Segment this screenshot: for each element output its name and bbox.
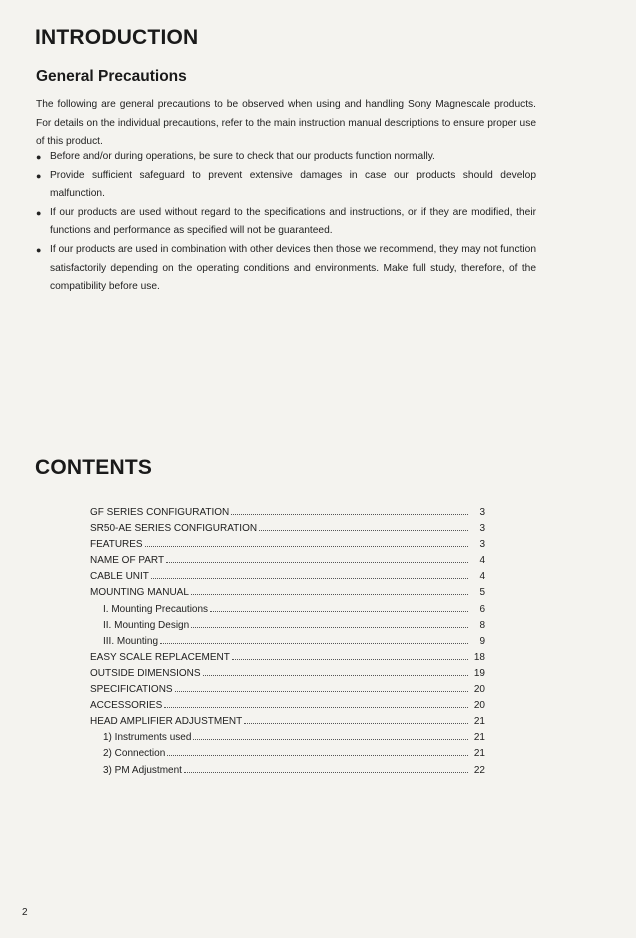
toc-entry-label: GF SERIES CONFIGURATION <box>90 507 230 518</box>
toc-dot-leader <box>164 706 468 708</box>
page-number: 2 <box>22 907 28 918</box>
toc-dot-leader <box>259 529 468 531</box>
toc-entry <box>90 602 485 618</box>
toc-entry-label: 1) Instruments used <box>103 732 192 744</box>
toc-entry-label: ACCESSORIES <box>90 700 163 712</box>
toc-entry-label: MOUNTING MANUAL <box>90 587 189 599</box>
toc-entry-label: NAME OF PART <box>90 555 165 567</box>
toc-entry-page: 22 <box>473 764 485 776</box>
toc-dot-leader <box>210 610 468 612</box>
toc-entry-label: II. Mounting Design <box>103 619 190 631</box>
toc-entry <box>90 521 485 537</box>
bullet-dot-icon: ● <box>36 244 42 255</box>
toc-dot-leader <box>203 674 468 676</box>
bullet-dot-icon: ● <box>36 170 42 181</box>
toc-entry-label: III. Mounting <box>103 635 159 647</box>
toc-entry-label: 3) PM Adjustment <box>103 764 182 776</box>
introduction-heading: INTRODUCTION <box>35 26 199 49</box>
toc-dot-leader <box>193 738 468 740</box>
toc-entry <box>90 763 485 779</box>
toc-entry <box>90 666 485 682</box>
toc-entry <box>90 682 485 698</box>
precaution-text: Before and/or during operations, be sure to check that our products function normally. <box>50 151 435 162</box>
toc-entry <box>90 585 485 601</box>
toc-entry <box>90 650 485 666</box>
toc-entry <box>90 618 485 634</box>
toc-entry-page: 3 <box>479 523 485 535</box>
toc-entry-label: 2) Connection <box>103 748 166 760</box>
toc-dot-leader <box>232 658 468 660</box>
toc-entry-label: HEAD AMPLIFIER ADJUSTMENT <box>90 716 243 728</box>
toc-entry <box>90 537 485 553</box>
precaution-item <box>36 167 536 204</box>
contents-heading: CONTENTS <box>35 456 153 479</box>
precautions-list <box>36 148 536 297</box>
toc-dot-leader <box>160 642 468 644</box>
toc-dot-leader <box>244 722 468 724</box>
toc-entry <box>90 746 485 762</box>
toc-entry-page: 18 <box>473 651 485 663</box>
toc-entry-page: 4 <box>479 555 485 567</box>
toc-entry-label: FEATURES <box>90 539 143 551</box>
toc-dot-leader <box>167 754 468 756</box>
toc-entry-label: I. Mounting Precautions <box>103 603 209 615</box>
toc-entry-page: 6 <box>479 603 485 615</box>
precaution-item <box>36 148 536 167</box>
toc-entry-label: OUTSIDE DIMENSIONS <box>90 667 201 679</box>
bullet-dot-icon: ● <box>36 152 42 162</box>
toc-entry-page: 3 <box>479 539 485 551</box>
toc-entry-page: 21 <box>473 732 485 744</box>
toc-entry-page: 5 <box>479 587 485 599</box>
toc-dot-leader <box>184 771 468 773</box>
toc-entry-label: EASY SCALE REPLACEMENT <box>90 651 230 663</box>
table-of-contents <box>90 505 485 779</box>
toc-entry <box>90 505 485 521</box>
toc-entry-page: 8 <box>479 619 485 631</box>
toc-dot-leader <box>145 545 468 547</box>
toc-entry <box>90 698 485 714</box>
toc-dot-leader <box>151 577 468 579</box>
precaution-item <box>36 241 536 297</box>
intro-paragraph: The following are general precautions to be observed when using and handling Sony Magnescale products. For details on the individual precautions, refer to the main instruction manual descriptions to ensure proper use of this product. <box>36 99 536 148</box>
toc-entry-page: 9 <box>479 635 485 647</box>
toc-entry-label: CABLE UNIT <box>90 571 149 583</box>
toc-entry-page: 21 <box>473 748 485 760</box>
toc-entry-page: 20 <box>473 684 485 696</box>
toc-dot-leader <box>166 561 468 563</box>
toc-dot-leader <box>175 690 468 692</box>
toc-entry-label: SR50-AE SERIES CONFIGURATION <box>90 523 258 535</box>
toc-entry-page: 19 <box>473 667 485 679</box>
general-precautions-heading: General Precautions <box>36 68 187 85</box>
toc-entry-page: 21 <box>473 716 485 728</box>
toc-entry-label: SPECIFICATIONS <box>90 684 173 696</box>
toc-entry <box>90 714 485 730</box>
bullet-dot-icon: ● <box>36 207 42 218</box>
toc-entry-page: 20 <box>473 700 485 712</box>
toc-dot-leader <box>231 513 468 515</box>
toc-entry-page: 4 <box>479 571 485 583</box>
toc-entry <box>90 730 485 746</box>
toc-entry <box>90 634 485 650</box>
precaution-text: If our products are used in combination with other devices then those we recommend, they may not function satisfactorily depending on the operating conditions and environments. Make full study, therefore, of the compatibility before use. <box>50 243 536 293</box>
precaution-text: Provide sufficient safeguard to prevent extensive damages in case our products should develop malfunction. <box>50 169 536 200</box>
toc-entry <box>90 569 485 585</box>
toc-dot-leader <box>191 593 468 595</box>
toc-dot-leader <box>191 626 468 628</box>
precaution-text: If our products are used without regard to the specifications and instructions, or if they are modified, their functions and performance as specified will not be guaranteed. <box>50 206 536 237</box>
toc-entry <box>90 553 485 569</box>
precaution-item <box>36 204 536 241</box>
toc-entry-page: 3 <box>479 507 485 518</box>
